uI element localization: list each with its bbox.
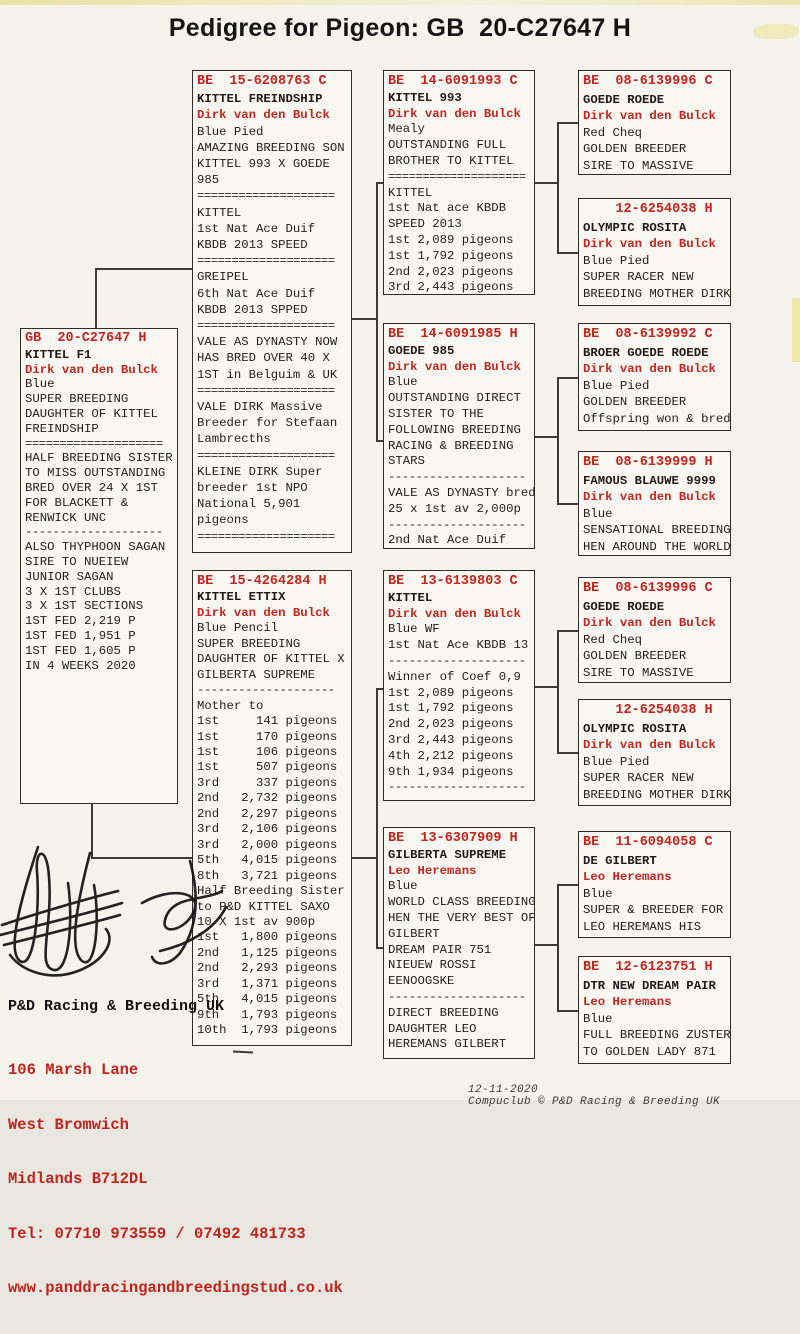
separator-line: ====================: [197, 319, 335, 334]
detail-line: Offspring won & bred: [583, 411, 731, 426]
detail-line: Red Cheq: [583, 632, 643, 647]
detail-line: OUTSTANDING DIRECT: [388, 391, 521, 406]
connector-line: [535, 686, 558, 688]
granddam-maternal-box: [383, 827, 535, 1059]
connector-line: [535, 436, 558, 438]
page-title: Pedigree for Pigeon: GB 20-C27647 H: [168, 14, 632, 42]
detail-line: 1st Nat Ace KBDB 13: [388, 638, 529, 653]
detail-line: BREEDING MOTHER DIRK: [583, 286, 731, 301]
detail-line: 3rd 2,000 pigeons: [197, 837, 338, 852]
detail-line: 4th 2,212 pigeons: [388, 748, 514, 763]
detail-line: DAUGHTER OF KITTEL X: [197, 652, 345, 667]
detail-line: SUPER RACER NEW: [583, 771, 694, 786]
separator-line: ====================: [197, 254, 335, 269]
detail-line: 1st 1,800 pigeons: [197, 930, 338, 945]
separator-line: --------------------: [388, 470, 526, 485]
pigeon-name: DTR NEW DREAM PAIR: [583, 978, 716, 993]
detail-line: VALE AS DYNASTY bred: [388, 485, 536, 500]
separator-line: ====================: [197, 189, 335, 204]
detail-line: 5th 4,015 pigeons: [197, 992, 338, 1007]
detail-line: GREIPEL: [197, 270, 249, 285]
connector-line: [376, 182, 378, 442]
breeder-name: Dirk van den Bulck: [388, 106, 521, 121]
detail-line: Mealy: [388, 122, 425, 137]
detail-line: 3rd 2,106 pigeons: [197, 822, 338, 837]
detail-line: HALF BREEDING SISTER: [25, 451, 173, 466]
granddam-paternal-box: [383, 323, 535, 549]
ring-number: 12-6254038 H: [583, 703, 713, 718]
owner-address-line: 106 Marsh Lane: [8, 1061, 139, 1079]
detail-line: 985: [197, 173, 220, 188]
ring-number: BE 14-6091985 H: [388, 327, 518, 342]
connector-line: [352, 318, 377, 320]
detail-line: SISTER TO THE: [388, 406, 484, 421]
connector-line: [535, 182, 558, 184]
breeder-name: Dirk van den Bulck: [583, 490, 716, 505]
detail-line: STARS: [388, 454, 425, 469]
detail-line: HEN THE VERY BEST OF: [388, 910, 536, 925]
detail-line: SIRE TO MASSIVE: [583, 665, 694, 680]
detail-line: AMAZING BREEDING SON: [197, 140, 345, 155]
detail-line: Blue Pied: [583, 378, 650, 393]
great-grandparent-box: [578, 70, 731, 175]
great-grandparent-box: [578, 956, 731, 1064]
ring-number: BE 12-6123751 H: [583, 960, 713, 975]
detail-line: 8th 3,721 pigeons: [197, 868, 338, 883]
detail-line: SUPER & BREEDER FOR: [583, 903, 724, 918]
owner-name: P&D Racing & Breeding UK: [8, 998, 225, 1015]
pigeon-name: GOEDE ROEDE: [583, 599, 665, 614]
separator-line: ====================: [388, 169, 526, 184]
detail-line: JUNIOR SAGAN: [25, 569, 114, 584]
great-grandparent-box: [578, 323, 731, 431]
detail-line: 3 X 1ST CLUBS: [25, 584, 121, 599]
detail-line: Blue WF: [388, 622, 440, 637]
detail-line: 2nd Nat Ace Duif: [388, 533, 507, 548]
detail-line: VALE DIRK Massive: [197, 400, 323, 415]
detail-line: GILBERT: [388, 926, 440, 941]
detail-line: GILBERTA SUPREME: [197, 667, 316, 682]
pigeon-name: DE GILBERT: [583, 853, 657, 868]
connector-line: [557, 1010, 578, 1012]
ring-number: BE 13-6139803 C: [388, 574, 518, 589]
detail-line: Winner of Coef 0,9: [388, 669, 521, 684]
connector-line: [557, 752, 578, 754]
pigeon-name: KITTEL 993: [388, 90, 462, 105]
connector-line: [557, 377, 578, 379]
detail-line: pigeons: [197, 513, 249, 528]
breeder-name: Dirk van den Bulck: [583, 738, 716, 753]
detail-line: KBDB 2013 SPEED: [197, 238, 308, 253]
detail-line: 1st 2,089 pigeons: [388, 232, 514, 247]
detail-line: DREAM PAIR 751: [388, 942, 492, 957]
detail-line: 1st 106 pigeons: [197, 744, 338, 759]
detail-line: VALE AS DYNASTY NOW: [197, 335, 338, 350]
detail-line: 9th 1,934 pigeons: [388, 764, 514, 779]
connector-line: [557, 122, 578, 124]
detail-line: SUPER BREEDING: [197, 636, 301, 651]
separator-line: ====================: [197, 448, 335, 463]
detail-line: 10 X 1st av 900p: [197, 914, 316, 929]
connector-line: [557, 252, 578, 254]
breeder-name: Dirk van den Bulck: [388, 606, 521, 621]
detail-line: Mother to: [197, 698, 264, 713]
detail-line: Blue Pied: [197, 124, 264, 139]
breeder-name: Dirk van den Bulck: [583, 362, 716, 377]
detail-line: 1st 141 pigeons: [197, 714, 338, 729]
breeder-name: Dirk van den Bulck: [583, 237, 716, 252]
detail-line: 9th 1,793 pigeons: [197, 1007, 338, 1022]
detail-line: BRED OVER 24 X 1ST: [25, 480, 158, 495]
detail-line: 1ST FED 2,219 P: [25, 614, 136, 629]
detail-line: GOLDEN BREEDER: [583, 395, 687, 410]
detail-line: RENWICK UNC: [25, 510, 107, 525]
detail-line: WORLD CLASS BREEDING: [388, 895, 536, 910]
detail-line: DAUGHTER LEO: [388, 1021, 477, 1036]
detail-line: SENSATIONAL BREEDING: [583, 523, 731, 538]
connector-line: [557, 503, 578, 505]
pigeon-name: KITTEL: [388, 590, 433, 605]
detail-line: LEO HEREMANS HIS: [583, 919, 702, 934]
owner-website: www.panddracingandbreedingstud.co.uk: [8, 1279, 343, 1297]
detail-line: SPEED 2013: [388, 217, 462, 232]
detail-line: 5th 4,015 pigeons: [197, 853, 338, 868]
detail-line: 2nd 2,297 pigeons: [197, 806, 338, 821]
ring-number: BE 11-6094058 C: [583, 835, 713, 850]
detail-line: ALSO THYPHOON SAGAN: [25, 540, 166, 555]
ring-number: BE 13-6307909 H: [388, 831, 518, 846]
owner-block: [8, 962, 343, 1334]
detail-line: 3rd 337 pigeons: [197, 775, 338, 790]
detail-line: TO GOLDEN LADY 871: [583, 1044, 716, 1059]
detail-line: SUPER BREEDING: [25, 392, 129, 407]
detail-line: TO MISS OUTSTANDING: [25, 466, 166, 481]
detail-line: 1st 2,089 pigeons: [388, 685, 514, 700]
detail-line: Breeder for Stefaan: [197, 416, 338, 431]
ring-number: BE 15-4264284 H: [197, 574, 327, 589]
breeder-name: Leo Heremans: [388, 863, 477, 878]
breeder-name: Leo Heremans: [583, 995, 672, 1010]
ring-number: 12-6254038 H: [583, 202, 713, 217]
detail-line: OUTSTANDING FULL: [388, 138, 507, 153]
detail-line: 3rd 2,443 pigeons: [388, 280, 514, 295]
breeder-name: Dirk van den Bulck: [583, 616, 716, 631]
detail-line: Blue: [25, 377, 55, 392]
connector-line: [535, 944, 558, 946]
pigeon-name: GOEDE 985: [388, 343, 455, 358]
separator-line: --------------------: [388, 517, 526, 532]
detail-line: FOR BLACKETT &: [25, 495, 129, 510]
detail-line: 1st 507 pigeons: [197, 760, 338, 775]
footer-credit: Compuclub © P&D Racing & Breeding UK: [468, 1096, 721, 1108]
connector-line: [557, 122, 559, 253]
footer: [440, 1072, 790, 1120]
connector-line: [95, 268, 97, 329]
detail-line: 2nd 2,732 pigeons: [197, 791, 338, 806]
detail-line: 1st 1,792 pigeons: [388, 701, 514, 716]
detail-line: 2nd 1,125 pigeons: [197, 945, 338, 960]
detail-line: SIRE TO MASSIVE: [583, 158, 694, 173]
separator-line: ====================: [197, 383, 335, 398]
separator-line: --------------------: [25, 525, 163, 540]
breeder-name: Dirk van den Bulck: [197, 605, 330, 620]
detail-line: Red Cheq: [583, 125, 643, 140]
detail-line: NIEUEW ROSSI: [388, 958, 477, 973]
detail-line: FREINDSHIP: [25, 421, 99, 436]
detail-line: RACING & BREEDING: [388, 438, 514, 453]
detail-line: 3 X 1ST SECTIONS: [25, 599, 144, 614]
detail-line: Blue: [583, 886, 613, 901]
detail-line: BREEDING MOTHER DIRK: [583, 787, 731, 802]
ring-number: BE 08-6139992 C: [583, 327, 713, 342]
detail-line: Lambrecths: [197, 432, 271, 447]
pigeon-name: KITTEL FREINDSHIP: [197, 92, 323, 107]
breeder-name: Dirk van den Bulck: [25, 362, 158, 377]
detail-line: SUPER RACER NEW: [583, 270, 694, 285]
footer-date: 12-11-2020: [468, 1084, 539, 1096]
detail-line: 1st 170 pigeons: [197, 729, 338, 744]
connector-line: [352, 857, 377, 859]
detail-line: GOLDEN BREEDER: [583, 142, 687, 157]
detail-line: 1ST in Belguim & UK: [197, 367, 338, 382]
ring-number: BE 14-6091993 C: [388, 74, 518, 89]
connector-line: [557, 884, 578, 886]
separator-line: ====================: [197, 529, 335, 544]
great-grandparent-box: [578, 451, 731, 556]
pigeon-name: GILBERTA SUPREME: [388, 847, 507, 862]
detail-line: Blue Pied: [583, 253, 650, 268]
detail-line: DIRECT BREEDING: [388, 1005, 499, 1020]
detail-line: FOLLOWING BREEDING: [388, 422, 521, 437]
great-grandparent-box: [578, 831, 731, 938]
connector-line: [557, 630, 559, 753]
separator-line: --------------------: [388, 780, 526, 795]
detail-line: KITTEL: [197, 205, 242, 220]
detail-line: 1st Nat Ace Duif: [197, 221, 316, 236]
pigeon-name: FAMOUS BLAUWE 9999: [583, 473, 716, 488]
detail-line: FULL BREEDING ZUSTER: [583, 1028, 731, 1043]
owner-phone: Tel: 07710 973559 / 07492 481733: [8, 1224, 306, 1243]
detail-line: Blue Pencil: [197, 621, 279, 636]
detail-line: HEREMANS GILBERT: [388, 1037, 507, 1052]
detail-line: Blue: [583, 1011, 613, 1026]
detail-line: Blue: [388, 375, 418, 390]
ring-number: BE 08-6139996 C: [583, 74, 713, 89]
ring-number: BE 08-6139996 C: [583, 581, 713, 596]
breeder-name: Dirk van den Bulck: [388, 359, 521, 374]
detail-line: Blue: [583, 506, 613, 521]
breeder-name: Dirk van den Bulck: [583, 109, 716, 124]
pigeon-name: GOEDE ROEDE: [583, 92, 665, 107]
pigeon-name: OLYMPIC ROSITA: [583, 220, 687, 235]
detail-line: 1st Nat ace KBDB: [388, 201, 507, 216]
detail-line: KBDB 2013 SPPED: [197, 302, 308, 317]
ring-number: BE 15-6208763 C: [197, 74, 327, 89]
detail-line: 2nd 2,023 pigeons: [388, 717, 514, 732]
detail-line: EENOOGSKE: [388, 974, 455, 989]
detail-line: SIRE TO NUEIEW: [25, 554, 129, 569]
detail-line: breeder 1st NPO: [197, 481, 308, 496]
pigeon-name: BROER GOEDE ROEDE: [583, 345, 709, 360]
grandsire-maternal-box: [383, 570, 535, 801]
detail-line: 1ST FED 1,951 P: [25, 628, 136, 643]
breeder-name: Dirk van den Bulck: [197, 108, 330, 123]
detail-line: 1st 1,792 pigeons: [388, 248, 514, 263]
connector-line: [557, 377, 559, 504]
separator-line: --------------------: [388, 653, 526, 668]
detail-line: Blue Pied: [583, 754, 650, 769]
pigeon-name: KITTEL ETTIX: [197, 590, 286, 605]
great-grandparent-box: [578, 198, 731, 306]
owner-address-line: Midlands B712DL: [8, 1170, 148, 1188]
detail-line: HAS BRED OVER 40 X: [197, 351, 330, 366]
detail-line: 2nd 2,293 pigeons: [197, 961, 338, 976]
scan-artifact: [792, 298, 800, 362]
ring-number: GB 20-C27647 H: [25, 331, 147, 346]
connector-line: [95, 268, 193, 270]
detail-line: 3rd 2,443 pigeons: [388, 732, 514, 747]
grandsire-paternal-box: [383, 70, 535, 295]
owner-address-line: West Bromwich: [8, 1115, 129, 1134]
detail-line: BROTHER TO KITTEL: [388, 153, 514, 168]
detail-line: KITTEL: [388, 185, 433, 200]
detail-line: GOLDEN BREEDER: [583, 649, 687, 664]
detail-line: National 5,901: [197, 497, 301, 512]
subject-box: [20, 328, 178, 804]
detail-line: IN 4 WEEKS 2020: [25, 658, 136, 673]
separator-line: --------------------: [197, 683, 335, 698]
detail-line: to P&D KITTEL SAXO: [197, 899, 330, 914]
detail-line: 25 x 1st av 2,000p: [388, 501, 521, 516]
detail-line: 10th 1,793 pigeons: [197, 1023, 338, 1038]
pigeon-name: KITTEL F1: [25, 347, 92, 362]
great-grandparent-box: [578, 699, 731, 806]
scan-artifact: [0, 0, 800, 5]
detail-line: 6th Nat Ace Duif: [197, 286, 316, 301]
pigeon-name: OLYMPIC ROSITA: [583, 721, 687, 736]
detail-line: DAUGHTER OF KITTEL: [25, 406, 158, 421]
separator-line: --------------------: [388, 989, 526, 1004]
connector-line: [376, 688, 378, 949]
detail-line: KLEINE DIRK Super: [197, 464, 323, 479]
breeder-name: Leo Heremans: [583, 870, 672, 885]
detail-line: Blue: [388, 879, 418, 894]
detail-line: HEN AROUND THE WORLD: [583, 539, 731, 554]
detail-line: KITTEL 993 X GOEDE: [197, 157, 330, 172]
connector-line: [557, 630, 578, 632]
separator-line: ====================: [25, 436, 163, 451]
connector-line: [557, 884, 559, 1011]
detail-line: 1ST FED 1,605 P: [25, 643, 136, 658]
ring-number: BE 08-6139999 H: [583, 455, 713, 470]
sire-box: [192, 70, 352, 553]
great-grandparent-box: [578, 577, 731, 683]
detail-line: Half Breeding Sister: [197, 884, 345, 899]
detail-line: 2nd 2,023 pigeons: [388, 264, 514, 279]
detail-line: 3rd 1,371 pigeons: [197, 976, 338, 991]
